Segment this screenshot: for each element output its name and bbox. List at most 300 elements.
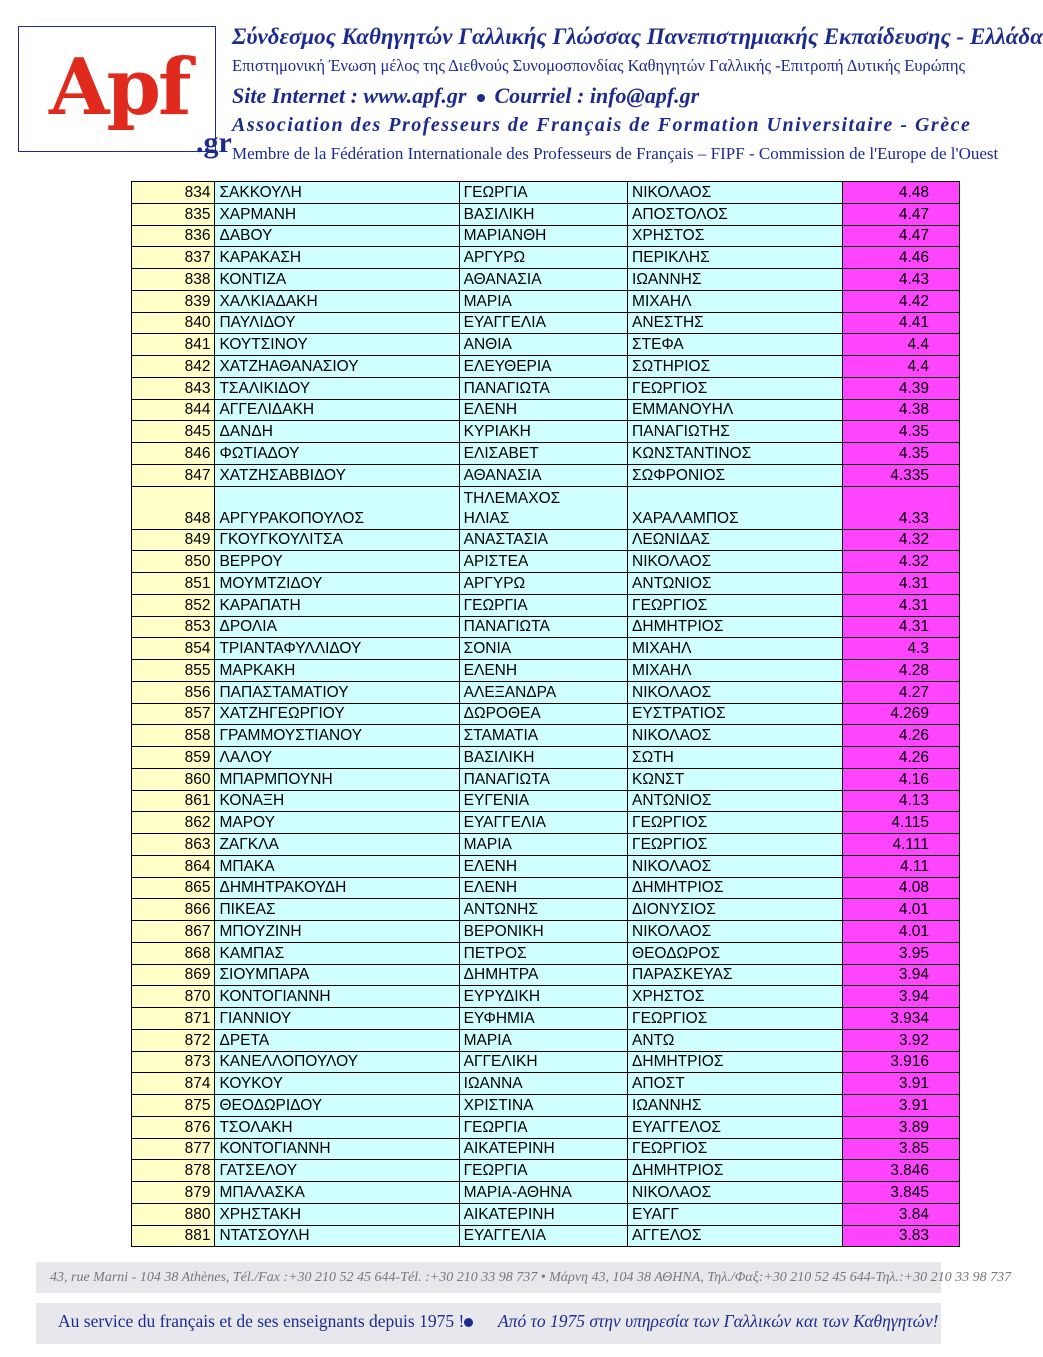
- surname-cell: ΜΠΑΡΜΠΟΥΝΗ: [215, 768, 459, 790]
- rank-cell: 857: [132, 703, 215, 725]
- surname-cell: ΜΠΑΚΑ: [215, 855, 459, 877]
- rank-cell: 871: [132, 1008, 215, 1030]
- rank-cell: 861: [132, 790, 215, 812]
- score-cell: 4.4: [843, 334, 960, 356]
- father-name-cell: ΑΠΟΣΤ: [628, 1073, 843, 1095]
- father-name-cell: ΝΙΚΟΛΑΟΣ: [628, 725, 843, 747]
- surname-cell: ΓΙΑΝΝΙΟΥ: [215, 1008, 459, 1030]
- surname-cell: ΜΟΥΜΤΖΙΔΟΥ: [215, 573, 459, 595]
- rank-cell: 867: [132, 921, 215, 943]
- father-name-cell: ΑΠΟΣΤΟΛΟΣ: [628, 203, 843, 225]
- table-row: [132, 247, 960, 269]
- father-name-cell: ΔΙΟΝΥΣΙΟΣ: [628, 899, 843, 921]
- rank-cell: 876: [132, 1116, 215, 1138]
- surname-cell: ΧΑΤΖΗΣΑΒΒΙΔΟΥ: [215, 464, 459, 486]
- rank-cell: 848: [132, 486, 215, 529]
- rank-cell: 854: [132, 638, 215, 660]
- letterhead: [0, 0, 1043, 175]
- table-row: [132, 551, 960, 573]
- father-name-cell: ΧΡΗΣΤΟΣ: [628, 986, 843, 1008]
- score-cell: 4.32: [843, 529, 960, 551]
- association-subtitle-greek: Επιστημονική Ένωση μέλος της Διεθνούς Συνομοσπονδίας Καθηγητών Γαλλικής -Επιτροπή Δυτικής Ευρώπης: [232, 56, 966, 75]
- score-cell: 4.01: [843, 921, 960, 943]
- score-cell: 4.47: [843, 203, 960, 225]
- first-name-cell: ΑΘΑΝΑΣΙΑ: [459, 269, 627, 291]
- score-cell: 3.845: [843, 1182, 960, 1204]
- surname-cell: ΜΑΡΚΑΚΗ: [215, 660, 459, 682]
- first-name-cell: ΜΑΡΙΑ: [459, 834, 627, 856]
- score-cell: 3.916: [843, 1051, 960, 1073]
- results-table-body: [132, 182, 960, 1247]
- first-name-cell: ΑΡΙΣΤΕΑ: [459, 551, 627, 573]
- score-cell: 4.43: [843, 269, 960, 291]
- table-row: [132, 768, 960, 790]
- surname-cell: ΜΠΑΛΑΣΚΑ: [215, 1182, 459, 1204]
- father-name-cell: ΠΑΝΑΓΙΩΤΗΣ: [628, 421, 843, 443]
- association-name-french: Association des Professeurs de Français de Formation Universitaire - Grèce: [232, 114, 972, 136]
- rank-cell: 860: [132, 768, 215, 790]
- rank-cell: 838: [132, 269, 215, 291]
- father-name-cell: ΝΙΚΟΛΑΟΣ: [628, 182, 843, 204]
- father-name-cell: ΓΕΩΡΓΙΟΣ: [628, 377, 843, 399]
- father-name-cell: ΑΝΤΩΝΙΟΣ: [628, 790, 843, 812]
- first-name-cell: ΕΥΑΓΓΕΛΙΑ: [459, 812, 627, 834]
- rank-cell: 870: [132, 986, 215, 1008]
- table-row: [132, 877, 960, 899]
- surname-cell: ΤΡΙΑΝΤΑΦΥΛΛΙΔΟΥ: [215, 638, 459, 660]
- table-row: [132, 573, 960, 595]
- father-name-cell: ΓΕΩΡΓΙΟΣ: [628, 812, 843, 834]
- table-row: [132, 964, 960, 986]
- score-cell: 3.934: [843, 1008, 960, 1030]
- first-name-cell: ΤΗΛΕΜΑΧΟΣ ΗΛΙΑΣ: [459, 486, 627, 529]
- first-name-cell: ΒΑΣΙΛΙΚΗ: [459, 747, 627, 769]
- first-name-cell: ΑΝΑΣΤΑΣΙΑ: [459, 529, 627, 551]
- surname-cell: ΚΟΝΤΟΓΙΑΝΝΗ: [215, 986, 459, 1008]
- table-row: [132, 182, 960, 204]
- father-name-cell: ΜΙΧΑΗΛ: [628, 290, 843, 312]
- score-cell: 3.91: [843, 1095, 960, 1117]
- score-cell: 4.48: [843, 182, 960, 204]
- rank-cell: 851: [132, 573, 215, 595]
- father-name-cell: ΜΙΧΑΗΛ: [628, 660, 843, 682]
- score-cell: 4.33: [843, 486, 960, 529]
- first-name-cell: ΕΥΡΥΔΙΚΗ: [459, 986, 627, 1008]
- rank-cell: 850: [132, 551, 215, 573]
- rank-cell: 862: [132, 812, 215, 834]
- surname-cell: ΚΑΝΕΛΛΟΠΟΥΛΟΥ: [215, 1051, 459, 1073]
- surname-cell: ΑΡΓΥΡΑΚΟΠΟΥΛΟΣ: [215, 486, 459, 529]
- rank-cell: 837: [132, 247, 215, 269]
- first-name-cell: ΠΑΝΑΓΙΩΤΑ: [459, 377, 627, 399]
- rank-cell: 836: [132, 225, 215, 247]
- surname-cell: ΘΕΟΔΩΡΙΔΟΥ: [215, 1095, 459, 1117]
- surname-cell: ΛΑΛΟΥ: [215, 747, 459, 769]
- father-name-cell: ΑΓΓΕΛΟΣ: [628, 1225, 843, 1247]
- surname-cell: ΚΟΝΤΙΖΑ: [215, 269, 459, 291]
- table-row: [132, 1029, 960, 1051]
- table-row: [132, 290, 960, 312]
- rank-cell: 852: [132, 594, 215, 616]
- score-cell: 4.27: [843, 681, 960, 703]
- first-name-cell: ΕΥΑΓΓΕΛΙΑ: [459, 312, 627, 334]
- surname-cell: ΓΑΤΣΕΛΟΥ: [215, 1160, 459, 1182]
- father-name-cell: ΔΗΜΗΤΡΙΟΣ: [628, 616, 843, 638]
- table-row: [132, 681, 960, 703]
- first-name-cell: ΜΑΡΙΑΝΘΗ: [459, 225, 627, 247]
- table-row: [132, 486, 960, 529]
- first-name-cell: ΜΑΡΙΑ: [459, 290, 627, 312]
- father-name-cell: ΝΙΚΟΛΑΟΣ: [628, 551, 843, 573]
- first-name-cell: ΕΥΓΕΝΙΑ: [459, 790, 627, 812]
- father-name-cell: ΓΕΩΡΓΙΟΣ: [628, 834, 843, 856]
- table-row: [132, 855, 960, 877]
- table-row: [132, 1008, 960, 1030]
- rank-cell: 853: [132, 616, 215, 638]
- rank-cell: 841: [132, 334, 215, 356]
- score-cell: 3.89: [843, 1116, 960, 1138]
- rank-cell: 873: [132, 1051, 215, 1073]
- rank-cell: 858: [132, 725, 215, 747]
- first-name-cell: ΕΥΑΓΓΕΛΙΑ: [459, 1225, 627, 1247]
- results-table: [131, 181, 960, 1247]
- surname-cell: ΚΑΜΠΑΣ: [215, 942, 459, 964]
- father-name-cell: ΝΙΚΟΛΑΟΣ: [628, 921, 843, 943]
- surname-cell: ΖΑΓΚΛΑ: [215, 834, 459, 856]
- score-cell: 4.4: [843, 356, 960, 378]
- father-name-cell: ΣΩΦΡΟΝΙΟΣ: [628, 464, 843, 486]
- table-row: [132, 790, 960, 812]
- table-row: [132, 399, 960, 421]
- father-name-cell: ΝΙΚΟΛΑΟΣ: [628, 1182, 843, 1204]
- table-row: [132, 312, 960, 334]
- first-name-cell: ΕΛΙΣΑΒΕΤ: [459, 443, 627, 465]
- father-name-cell: ΓΕΩΡΓΙΟΣ: [628, 1008, 843, 1030]
- score-cell: 4.26: [843, 725, 960, 747]
- email-link[interactable]: Courriel : info@apf.gr: [494, 83, 700, 108]
- rank-cell: 842: [132, 356, 215, 378]
- father-name-cell: ΧΡΗΣΤΟΣ: [628, 225, 843, 247]
- rank-cell: 878: [132, 1160, 215, 1182]
- bullet-icon: [464, 1318, 473, 1327]
- first-name-cell: ΠΑΝΑΓΙΩΤΑ: [459, 768, 627, 790]
- table-row: [132, 921, 960, 943]
- father-name-cell: ΙΩΑΝΝΗΣ: [628, 269, 843, 291]
- rank-cell: 847: [132, 464, 215, 486]
- rank-cell: 880: [132, 1203, 215, 1225]
- table-row: [132, 725, 960, 747]
- table-row: [132, 942, 960, 964]
- score-cell: 4.335: [843, 464, 960, 486]
- first-name-cell: ΓΕΩΡΓΙΑ: [459, 594, 627, 616]
- score-cell: 4.31: [843, 594, 960, 616]
- father-name-cell: ΕΥΣΤΡΑΤΙΟΣ: [628, 703, 843, 725]
- surname-cell: ΧΡΗΣΤΑΚΗ: [215, 1203, 459, 1225]
- surname-cell: ΔΑΝΔΗ: [215, 421, 459, 443]
- table-row: [132, 421, 960, 443]
- father-name-cell: ΚΩΝΣΤ: [628, 768, 843, 790]
- father-name-cell: ΔΗΜΗΤΡΙΟΣ: [628, 1160, 843, 1182]
- apf-logo: [18, 26, 216, 152]
- father-name-cell: ΜΙΧΑΗΛ: [628, 638, 843, 660]
- score-cell: 4.111: [843, 834, 960, 856]
- score-cell: 4.35: [843, 443, 960, 465]
- score-cell: 3.94: [843, 964, 960, 986]
- table-row: [132, 529, 960, 551]
- surname-cell: ΤΣΟΛΑΚΗ: [215, 1116, 459, 1138]
- association-name-greek: Σύνδεσμος Καθηγητών Γαλλικής Γλώσσας Πανεπιστημιακής Εκπαίδευσης - Ελλάδα: [232, 24, 1043, 49]
- first-name-cell: ΕΛΕΝΗ: [459, 399, 627, 421]
- table-row: [132, 660, 960, 682]
- score-cell: 4.26: [843, 747, 960, 769]
- surname-cell: ΠΑΥΛΙΔΟΥ: [215, 312, 459, 334]
- score-cell: 4.42: [843, 290, 960, 312]
- score-cell: 4.46: [843, 247, 960, 269]
- father-name-cell: ΝΙΚΟΛΑΟΣ: [628, 681, 843, 703]
- rank-cell: 877: [132, 1138, 215, 1160]
- father-name-cell: ΕΥΑΓΓΕΛΟΣ: [628, 1116, 843, 1138]
- footer-motto-french: Au service du français et de ses enseignants depuis 1975 !: [58, 1311, 465, 1331]
- first-name-cell: ΜΑΡΙΑ: [459, 1029, 627, 1051]
- first-name-cell: ΕΛΕΝΗ: [459, 660, 627, 682]
- table-row: [132, 703, 960, 725]
- father-name-cell: ΑΝΤΩ: [628, 1029, 843, 1051]
- federation-membership: Membre de la Fédération Internationale des Professeurs de Français – FIPF - Commission de l'Europe de l'Ouest: [232, 144, 999, 163]
- rank-cell: 872: [132, 1029, 215, 1051]
- first-name-cell: ΕΛΕΝΗ: [459, 855, 627, 877]
- website-link[interactable]: Site Internet : www.apf.gr: [232, 83, 467, 108]
- rank-cell: 856: [132, 681, 215, 703]
- first-name-cell: ΑΙΚΑΤΕΡΙΝΗ: [459, 1138, 627, 1160]
- first-name-cell: ΓΕΩΡΓΙΑ: [459, 182, 627, 204]
- first-name-cell: ΑΓΓΕΛΙΚΗ: [459, 1051, 627, 1073]
- footer: [36, 1262, 1012, 1344]
- surname-cell: ΚΟΝΑΞΗ: [215, 790, 459, 812]
- surname-cell: ΒΕΡΡΟΥ: [215, 551, 459, 573]
- score-cell: 4.13: [843, 790, 960, 812]
- score-cell: 4.11: [843, 855, 960, 877]
- rank-cell: 864: [132, 855, 215, 877]
- first-name-cell: ΣΟΝΙΑ: [459, 638, 627, 660]
- surname-cell: ΠΑΠΑΣΤΑΜΑΤΙΟΥ: [215, 681, 459, 703]
- table-row: [132, 443, 960, 465]
- first-name-cell: ΚΥΡΙΑΚΗ: [459, 421, 627, 443]
- father-name-cell: ΕΥΑΓΓ: [628, 1203, 843, 1225]
- score-cell: 4.28: [843, 660, 960, 682]
- table-row: [132, 1138, 960, 1160]
- table-row: [132, 464, 960, 486]
- rank-cell: 843: [132, 377, 215, 399]
- first-name-cell: ΓΕΩΡΓΙΑ: [459, 1116, 627, 1138]
- father-name-cell: ΙΩΑΝΝΗΣ: [628, 1095, 843, 1117]
- score-cell: 3.83: [843, 1225, 960, 1247]
- rank-cell: 859: [132, 747, 215, 769]
- score-cell: 4.115: [843, 812, 960, 834]
- first-name-cell: ΑΡΓΥΡΩ: [459, 247, 627, 269]
- table-row: [132, 594, 960, 616]
- score-cell: 4.01: [843, 899, 960, 921]
- rank-cell: 855: [132, 660, 215, 682]
- score-cell: 4.35: [843, 421, 960, 443]
- table-row: [132, 1116, 960, 1138]
- table-row: [132, 1225, 960, 1247]
- contact-line: [232, 85, 699, 107]
- score-cell: 4.3: [843, 638, 960, 660]
- father-name-cell: ΠΕΡΙΚΛΗΣ: [628, 247, 843, 269]
- score-cell: 3.85: [843, 1138, 960, 1160]
- score-cell: 4.47: [843, 225, 960, 247]
- first-name-cell: ΠΕΤΡΟΣ: [459, 942, 627, 964]
- logo-suffix: .gr: [196, 126, 232, 159]
- father-name-cell: ΝΙΚΟΛΑΟΣ: [628, 855, 843, 877]
- rank-cell: 846: [132, 443, 215, 465]
- table-row: [132, 616, 960, 638]
- rank-cell: 834: [132, 182, 215, 204]
- first-name-cell: ΕΥΦΗΜΙΑ: [459, 1008, 627, 1030]
- surname-cell: ΣΙΟΥΜΠΑΡΑ: [215, 964, 459, 986]
- table-row: [132, 1182, 960, 1204]
- score-cell: 3.95: [843, 942, 960, 964]
- surname-cell: ΑΓΓΕΛΙΔΑΚΗ: [215, 399, 459, 421]
- first-name-cell: ΙΩΑΝΝΑ: [459, 1073, 627, 1095]
- score-cell: 3.92: [843, 1029, 960, 1051]
- footer-divider: [36, 1293, 941, 1303]
- score-cell: 4.269: [843, 703, 960, 725]
- score-cell: 4.32: [843, 551, 960, 573]
- score-cell: 4.31: [843, 616, 960, 638]
- first-name-cell: ΕΛΕΝΗ: [459, 877, 627, 899]
- father-name-cell: ΔΗΜΗΤΡΙΟΣ: [628, 1051, 843, 1073]
- surname-cell: ΤΣΑΛΙΚΙΔΟΥ: [215, 377, 459, 399]
- table-row: [132, 334, 960, 356]
- table-row: [132, 1203, 960, 1225]
- bullet-icon: [477, 94, 485, 102]
- first-name-cell: ΠΑΝΑΓΙΩΤΑ: [459, 616, 627, 638]
- surname-cell: ΓΚΟΥΓΚΟΥΛΙΤΣΑ: [215, 529, 459, 551]
- table-row: [132, 269, 960, 291]
- rank-cell: 844: [132, 399, 215, 421]
- table-row: [132, 638, 960, 660]
- table-row: [132, 377, 960, 399]
- rank-cell: 849: [132, 529, 215, 551]
- rank-cell: 863: [132, 834, 215, 856]
- first-name-cell: ΕΛΕΥΘΕΡΙΑ: [459, 356, 627, 378]
- first-name-cell: ΣΤΑΜΑΤΙΑ: [459, 725, 627, 747]
- table-row: [132, 225, 960, 247]
- father-name-cell: ΣΩΤΗΡΙΟΣ: [628, 356, 843, 378]
- table-row: [132, 1051, 960, 1073]
- father-name-cell: ΕΜΜΑΝΟΥΗΛ: [628, 399, 843, 421]
- first-name-cell: ΒΕΡΟΝΙΚΗ: [459, 921, 627, 943]
- table-row: [132, 1160, 960, 1182]
- table-row: [132, 356, 960, 378]
- surname-cell: ΧΑΡΜΑΝΗ: [215, 203, 459, 225]
- table-row: [132, 899, 960, 921]
- rank-cell: 845: [132, 421, 215, 443]
- first-name-cell: ΧΡΙΣΤΙΝΑ: [459, 1095, 627, 1117]
- first-name-cell: ΑΛΕΞΑΝΔΡΑ: [459, 681, 627, 703]
- first-name-cell: ΜΑΡΙΑ-ΑΘΗΝΑ: [459, 1182, 627, 1204]
- table-row: [132, 986, 960, 1008]
- score-cell: 3.91: [843, 1073, 960, 1095]
- score-cell: 4.08: [843, 877, 960, 899]
- surname-cell: ΔΗΜΗΤΡΑΚΟΥΔΗ: [215, 877, 459, 899]
- father-name-cell: ΑΝΤΩΝΙΟΣ: [628, 573, 843, 595]
- rank-cell: 866: [132, 899, 215, 921]
- table-row: [132, 1073, 960, 1095]
- surname-cell: ΚΑΡΑΚΑΣΗ: [215, 247, 459, 269]
- first-name-cell: ΔΩΡΟΘΕΑ: [459, 703, 627, 725]
- father-name-cell: ΚΩΝΣΤΑΝΤΙΝΟΣ: [628, 443, 843, 465]
- surname-cell: ΧΑΛΚΙΑΔΑΚΗ: [215, 290, 459, 312]
- rank-cell: 835: [132, 203, 215, 225]
- surname-cell: ΔΡΕΤΑ: [215, 1029, 459, 1051]
- surname-cell: ΠΙΚΕΑΣ: [215, 899, 459, 921]
- score-cell: 3.84: [843, 1203, 960, 1225]
- father-name-cell: ΛΕΩΝΙΔΑΣ: [628, 529, 843, 551]
- score-cell: 3.94: [843, 986, 960, 1008]
- rank-cell: 875: [132, 1095, 215, 1117]
- surname-cell: ΚΟΝΤΟΓΙΑΝΝΗ: [215, 1138, 459, 1160]
- rank-cell: 874: [132, 1073, 215, 1095]
- father-name-cell: ΓΕΩΡΓΙΟΣ: [628, 1138, 843, 1160]
- surname-cell: ΝΤΑΤΣΟΥΛΗ: [215, 1225, 459, 1247]
- rank-cell: 881: [132, 1225, 215, 1247]
- score-cell: 4.38: [843, 399, 960, 421]
- surname-cell: ΚΟΥΚΟΥ: [215, 1073, 459, 1095]
- rank-cell: 840: [132, 312, 215, 334]
- score-cell: 4.31: [843, 573, 960, 595]
- father-name-cell: ΘΕΟΔΩΡΟΣ: [628, 942, 843, 964]
- table-row: [132, 203, 960, 225]
- father-name-cell: ΑΝΕΣΤΗΣ: [628, 312, 843, 334]
- surname-cell: ΜΑΡΟΥ: [215, 812, 459, 834]
- score-cell: 3.846: [843, 1160, 960, 1182]
- first-name-cell: ΑΡΓΥΡΩ: [459, 573, 627, 595]
- footer-address: 43, rue Marni - 104 38 Athènes, Tél./Fax :+30 210 52 45 644-Tél. :+30 210 33 98 737 • Μάρνη 43, 104 38 ΑΘΗΝΑ, Τηλ./Φαξ:+30 210 52 45 644-Τηλ.:+30 210 33 98 737: [50, 1270, 1012, 1285]
- surname-cell: ΧΑΤΖΗΓΕΩΡΓΙΟΥ: [215, 703, 459, 725]
- surname-cell: ΔΑΒΟΥ: [215, 225, 459, 247]
- father-name-cell: ΣΤΕΦΑ: [628, 334, 843, 356]
- first-name-cell: ΔΗΜΗΤΡΑ: [459, 964, 627, 986]
- surname-cell: ΣΑΚΚΟΥΛΗ: [215, 182, 459, 204]
- rank-cell: 868: [132, 942, 215, 964]
- first-name-cell: ΒΑΣΙΛΙΚΗ: [459, 203, 627, 225]
- logo-text: Apf: [49, 42, 189, 133]
- father-name-cell: ΠΑΡΑΣΚΕΥΑΣ: [628, 964, 843, 986]
- table-row: [132, 1095, 960, 1117]
- score-cell: 4.16: [843, 768, 960, 790]
- surname-cell: ΚΟΥΤΣΙΝΟΥ: [215, 334, 459, 356]
- rank-cell: 839: [132, 290, 215, 312]
- rank-cell: 879: [132, 1182, 215, 1204]
- first-name-cell: ΑΝΤΩΝΗΣ: [459, 899, 627, 921]
- surname-cell: ΔΡΟΛΙΑ: [215, 616, 459, 638]
- first-name-cell: ΑΙΚΑΤΕΡΙΝΗ: [459, 1203, 627, 1225]
- father-name-cell: ΧΑΡΑΛΑΜΠΟΣ: [628, 486, 843, 529]
- table-row: [132, 747, 960, 769]
- score-cell: 4.41: [843, 312, 960, 334]
- father-name-cell: ΣΩΤΗ: [628, 747, 843, 769]
- first-name-cell: ΑΘΑΝΑΣΙΑ: [459, 464, 627, 486]
- footer-motto-greek: Από το 1975 στην υπηρεσία των Γαλλικών και των Καθηγητών!: [498, 1311, 939, 1331]
- surname-cell: ΓΡΑΜΜΟΥΣΤΙΑΝΟΥ: [215, 725, 459, 747]
- father-name-cell: ΓΕΩΡΓΙΟΣ: [628, 594, 843, 616]
- score-cell: 4.39: [843, 377, 960, 399]
- first-name-cell: ΓΕΩΡΓΙΑ: [459, 1160, 627, 1182]
- surname-cell: ΚΑΡΑΠΑΤΗ: [215, 594, 459, 616]
- rank-cell: 865: [132, 877, 215, 899]
